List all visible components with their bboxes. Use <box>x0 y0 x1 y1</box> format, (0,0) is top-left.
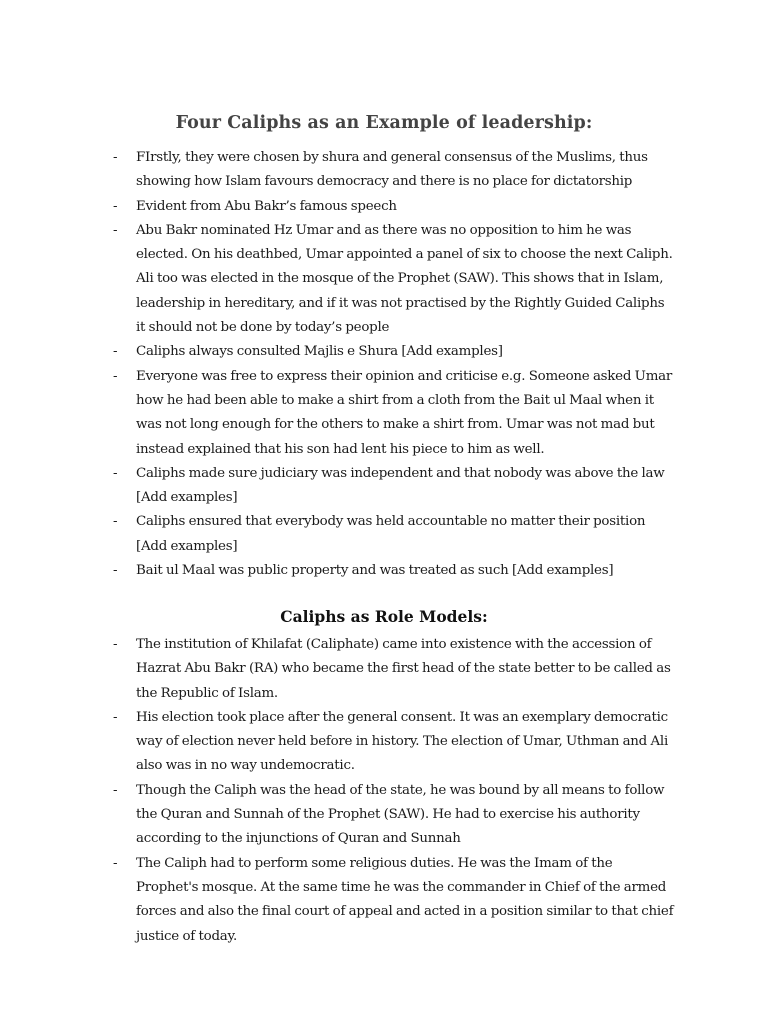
bullet-dash: - <box>113 782 118 798</box>
list-item <box>0 706 676 779</box>
list-item <box>0 510 676 559</box>
list-item-text: The Caliph had to perform some religious duties. He was the Imam of the Prophet's mosque. At the same time he was the commander in Chief of the armed forces and also the final court of appeal and acted in a position similar to that chief justice of today. <box>136 855 674 944</box>
bullet-dash: - <box>113 637 118 652</box>
list-item-text: Everyone was free to express their opinion and criticise e.g. Someone asked Umar how he had been able to make a shirt from a cloth from the Bait ul Maal when it was not long enough for the others to make a shirt from. Umar was not mad but instead explained that his son had lent his piece to him as well. <box>136 368 673 457</box>
bullet-dash: - <box>113 709 118 725</box>
bullet-dash: - <box>113 368 118 384</box>
role-models-bullet-list <box>0 633 768 949</box>
section-title-role-models: Caliphs as Role Models: <box>280 607 488 626</box>
list-item <box>0 559 676 583</box>
list-item <box>0 340 676 364</box>
bullet-dash: - <box>113 344 118 360</box>
bullet-dash: - <box>113 563 118 579</box>
bullet-dash: - <box>113 222 118 238</box>
bullet-dash: - <box>113 198 118 214</box>
list-item-text: Abu Bakr nominated Hz Umar and as there was no opposition to him he was elected. On his deathbed, Umar appointed a panel of six to choose the next Caliph. Ali too was elected in the mosque of the Prophet (SAW). This shows that in Islam, leadership in hereditary, and if it was not practised by the Rightly Guided Caliphs it should not be done by today’s people <box>136 222 673 336</box>
list-item <box>0 633 676 706</box>
list-item <box>0 146 676 195</box>
list-item-text: Caliphs made sure judiciary was independent and that nobody was above the law [Add examples] <box>136 465 665 506</box>
list-item-text: His election took place after the general consent. It was an exemplary democratic way of election never held before in history. The election of Umar, Uthman and Ali also was in no way undemocratic. <box>136 709 668 774</box>
list-item <box>0 852 676 949</box>
list-item <box>0 462 676 511</box>
list-item <box>0 219 676 340</box>
list-item <box>0 195 676 219</box>
bullet-dash: - <box>113 855 118 871</box>
list-item-text: Though the Caliph was the head of the state, he was bound by all means to follow the Quran and Sunnah of the Prophet (SAW). He had to exercise his authority according to the injunctions of Quran and Sunnah <box>136 782 665 847</box>
leadership-bullet-list <box>0 146 768 583</box>
bullet-dash: - <box>113 514 118 530</box>
list-item-text: The institution of Khilafat (Caliphate) came into existence with the accession of Hazrat Abu Bakr (RA) who became the first head of the state better to be called as the Republic of Islam. <box>136 637 671 701</box>
list-item-text: Evident from Abu Bakr’s famous speech <box>136 198 397 214</box>
list-item <box>0 365 676 462</box>
list-item-text: Caliphs always consulted Majlis e Shura [Add examples] <box>136 344 503 360</box>
section-title-leadership: Four Caliphs as an Example of leadership: <box>175 113 593 133</box>
list-item-text: Caliphs ensured that everybody was held accountable no matter their position [Add examples] <box>136 514 646 554</box>
bullet-dash: - <box>113 150 118 165</box>
list-item-text: Bait ul Maal was public property and was treated as such [Add examples] <box>136 563 614 579</box>
list-item-text: FIrstly, they were chosen by shura and general consensus of the Muslims, thus showing how Islam favours democracy and there is no place for dictatorship <box>136 150 648 190</box>
bullet-dash: - <box>113 465 118 481</box>
list-item <box>0 779 676 852</box>
